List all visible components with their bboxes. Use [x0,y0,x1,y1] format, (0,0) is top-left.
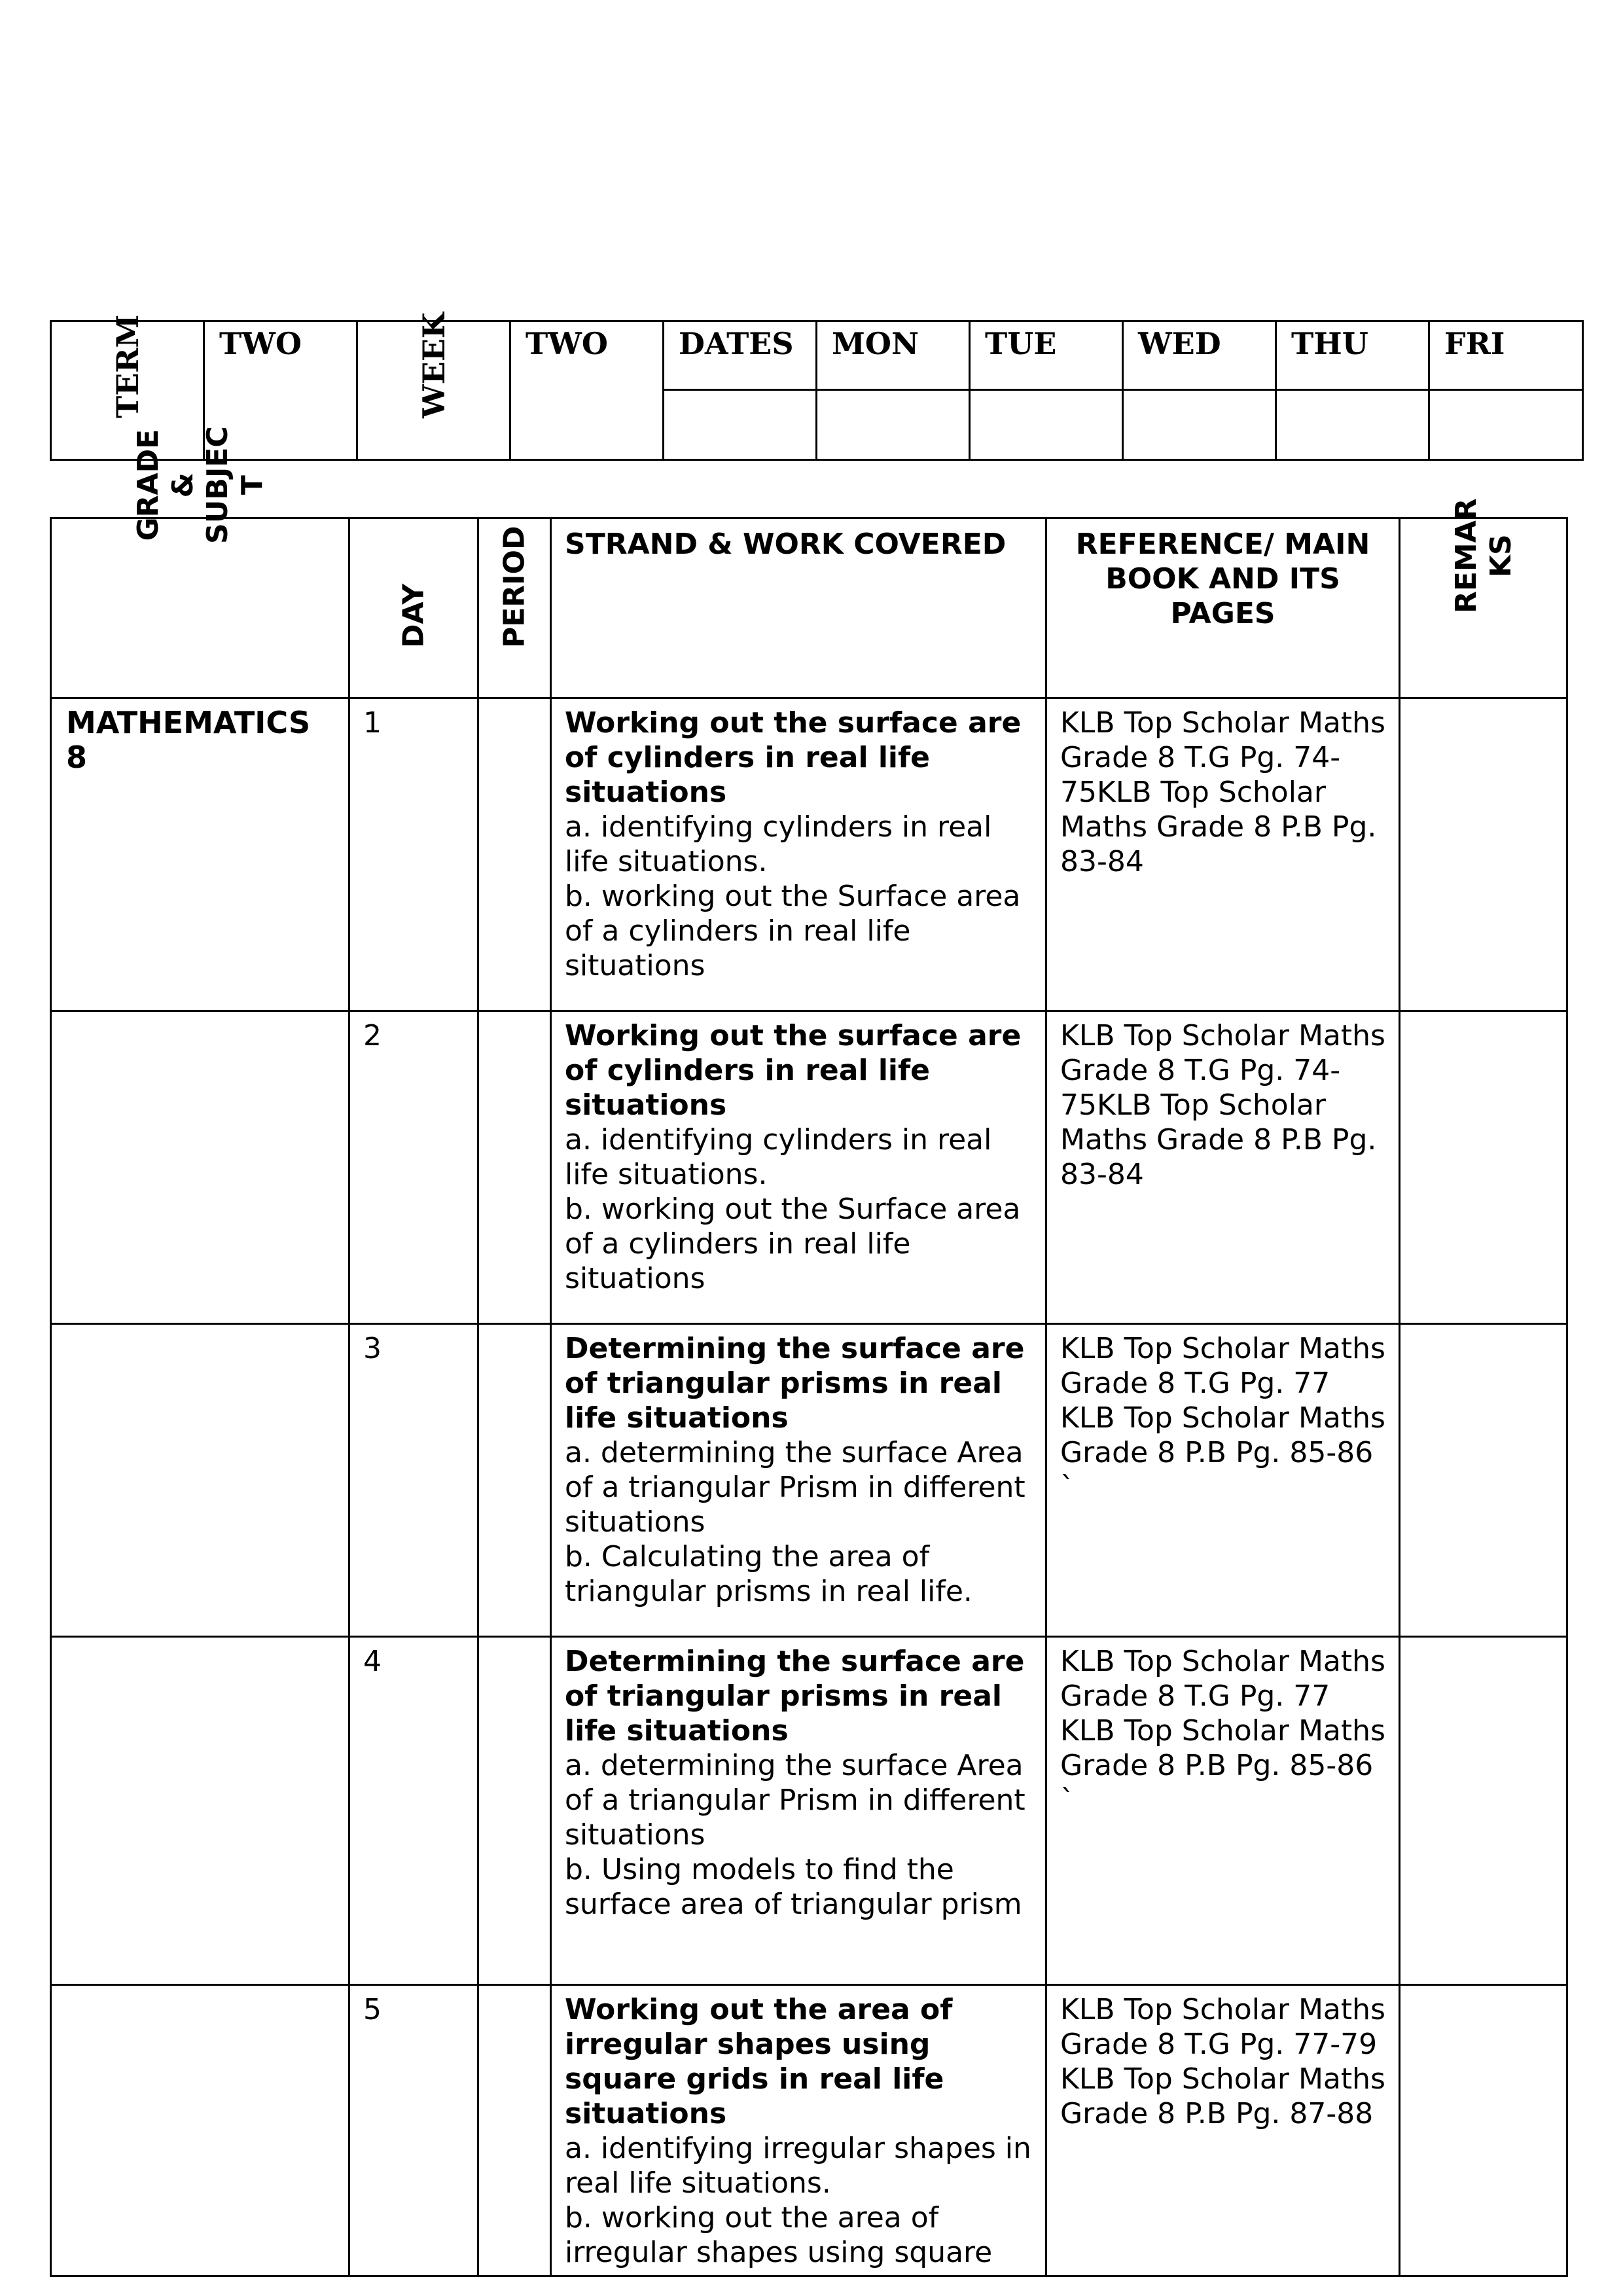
day-header-thu [1276,321,1429,390]
reference-text: KLB Top Scholar Maths Grade 8 T.G Pg. 77 KLB Top Scholar Maths Grade 8 P.B Pg. 85-86 [1060,1645,1385,1782]
activity-line: a. determining the surface Area of a triangular Prism in different situations [565,1749,1026,1852]
reference-extra: ` [1060,1784,1075,1817]
remarks-cell[interactable] [1400,1985,1567,2276]
activity-line: a. identifying irregular shapes in real life situations. [565,2132,1031,2200]
dates-empty-cell [664,390,817,460]
period-cell[interactable] [478,698,551,1011]
table-row [51,1985,1567,2276]
day-cell: 1 [349,698,478,1011]
dates-label-cell [664,321,817,390]
reference-text: KLB Top Scholar Maths Grade 8 T.G Pg. 74-75KLB Top Scholar Maths Grade 8 P.B Pg. 83-84 [1060,706,1385,878]
header-period-label: PERIOD [497,526,531,648]
date-cell-fri[interactable] [1429,390,1583,460]
activity-line: a. identifying cylinders in real life situations. [565,810,992,878]
reference-cell [1046,1985,1400,2276]
activity-line: a. determining the surface Area of a triangular Prism in different situations [565,1436,1026,1539]
header-grade-subject-label: GRADE & SUBJEC T [131,426,269,544]
remarks-cell[interactable] [1400,1324,1567,1637]
activity-line: b. working out the Surface area of a cylinders in real life situations [565,1193,1021,1295]
header-grade-subject [51,426,349,698]
scheme-of-work-table [50,426,1568,2277]
day-header-fri [1429,321,1583,390]
day-cell: 5 [349,1985,478,2276]
reference-text: KLB Top Scholar Maths Grade 8 T.G Pg. 77 KLB Top Scholar Maths Grade 8 P.B Pg. 85-86 [1060,1332,1385,1469]
strand-cell [551,1985,1046,2276]
day-header-tue [970,321,1123,390]
period-cell[interactable] [478,1637,551,1985]
week-label: WEEK [416,312,452,418]
table-row [51,1637,1567,1985]
reference-cell [1046,1324,1400,1637]
day-cell: 4 [349,1637,478,1985]
strand-cell [551,1637,1046,1985]
day-cell: 3 [349,1324,478,1637]
reference-cell [1046,698,1400,1011]
term-week-dates-table [50,312,1584,461]
day-header-mon [817,321,970,390]
subject-cell-empty [51,1637,349,1985]
week-label-cell [357,312,510,460]
subject-cell-empty [51,1985,349,2276]
strand-cell [551,1324,1046,1637]
remarks-cell[interactable] [1400,1011,1567,1324]
remarks-cell[interactable] [1400,1637,1567,1985]
day-label-wed: WED [1138,326,1221,361]
table-row [51,698,1567,1011]
header-reference: REFERENCE/ MAIN BOOK AND ITS PAGES [1046,518,1400,698]
remarks-cell[interactable] [1400,698,1567,1011]
subject-cell: MATHEMATICS 8 [51,698,349,1011]
day-header-wed [1123,321,1276,390]
header-day [349,518,478,698]
date-cell-thu[interactable] [1276,390,1429,460]
header-remarks [1400,498,1567,698]
reference-text: KLB Top Scholar Maths Grade 8 T.G Pg. 74-75KLB Top Scholar Maths Grade 8 P.B Pg. 83-84 [1060,1019,1385,1191]
activity-line: b. Calculating the area of triangular prisms in real life. [565,1540,972,1608]
table-row [51,1011,1567,1324]
header-remarks-label: REMAR KS [1449,498,1518,613]
period-cell[interactable] [478,1985,551,2276]
date-cell-tue[interactable] [970,390,1123,460]
strand-cell [551,1011,1046,1324]
topic-title: Working out the surface are of cylinders in real life situations [565,1019,1022,1122]
dates-label: DATES [679,326,794,361]
day-label-mon: MON [832,326,919,361]
day-cell: 2 [349,1011,478,1324]
term-label: TERM [109,314,145,418]
day-label-fri: FRI [1444,326,1505,361]
subject-cell-empty [51,1324,349,1637]
subject-cell-empty [51,1011,349,1324]
week-value-cell [510,321,664,460]
activity-line: b. Using models to find the surface area of triangular prism [565,1853,1022,1921]
activity-line: b. working out the area of irregular shapes using square [565,2201,993,2269]
activity-line: a. identifying cylinders in real life situations. [565,1123,992,1191]
header-day-label: DAY [397,583,431,648]
topic-title: Determining the surface are of triangular prisms in real life situations [565,1332,1025,1435]
activity-line: b. working out the Surface area of a cylinders in real life situations [565,880,1021,982]
date-cell-wed[interactable] [1123,390,1276,460]
reference-text: KLB Top Scholar Maths Grade 8 T.G Pg. 77-79 KLB Top Scholar Maths Grade 8 P.B Pg. 87-88 [1060,1993,1385,2130]
header-strand: STRAND & WORK COVERED [551,518,1046,698]
week-value: TWO [526,326,608,361]
period-cell[interactable] [478,1011,551,1324]
reference-cell [1046,1637,1400,1985]
term-value: TWO [219,326,302,361]
strand-cell [551,698,1046,1011]
date-cell-mon[interactable] [817,390,970,460]
reference-extra: ` [1060,1471,1075,1504]
topic-title: Working out the area of irregular shapes using square grids in real life situations [565,1993,953,2130]
day-label-tue: TUE [985,326,1057,361]
topic-title: Working out the surface are of cylinders in real life situations [565,706,1022,809]
period-cell[interactable] [478,1324,551,1637]
day-label-thu: THU [1291,326,1368,361]
topic-title: Determining the surface are of triangular prisms in real life situations [565,1645,1025,1748]
reference-cell [1046,1011,1400,1324]
header-period [478,518,551,698]
table-row [51,1324,1567,1637]
